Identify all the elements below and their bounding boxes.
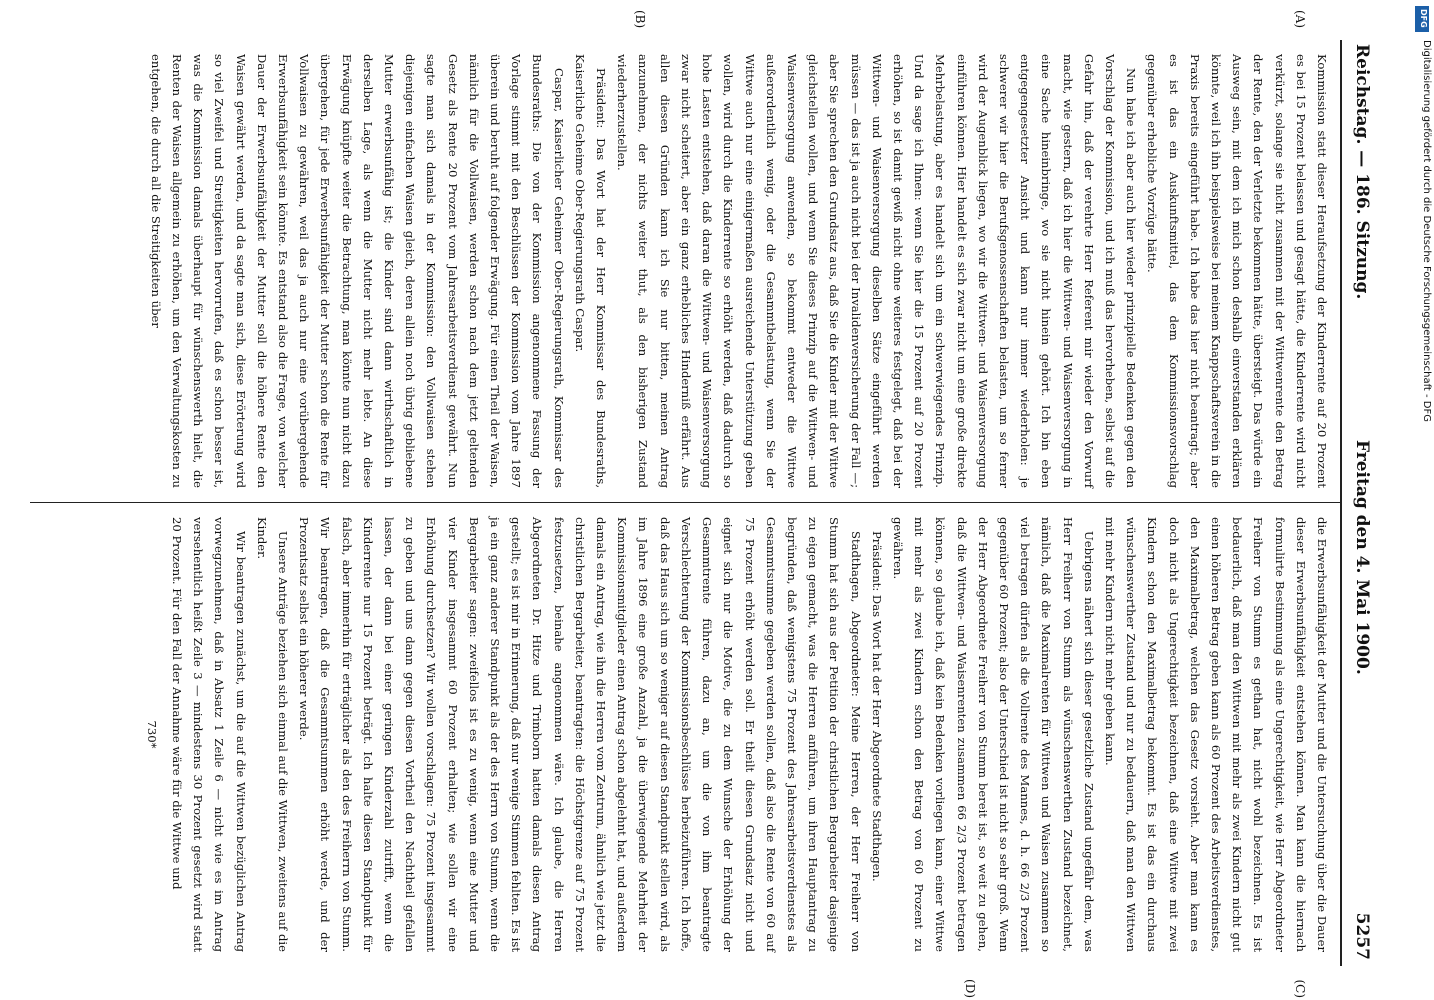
header-date: Freitag den 4. Mai 1900. [1352,440,1372,675]
paragraph: Präsident: Das Wort hat der Herr Kommissar des Bundesraths, Kaiserliche Geheime Ober-Regierungsrath Caspar. [572,54,609,488]
paragraph: Unsere Anträge beziehen sich einmal auf die Wittwen, zweitens auf die Kinder. [254,517,291,952]
header-left: Reichstag. — 186. Sitzung. [1352,44,1372,300]
page-number: 5257 [1352,912,1372,960]
paragraph: Nun habe ich aber auch hier wieder prinzipielle Bedenken gegen den Vorschlag der Kommission, und ich muß das hervorheben, selbst auf die Gefahr hin, daß der verehrte Herr Referent mir wieder den Vorwurf macht, wie gestern, daß ich hier die Wittwen- und Waisenversorgung in eine Sache hineinbringe, wo sie nicht hinein gehört. Ich bin eben entgegengesetzter Ansicht und kann nur immer wiederholen: je schwerer wir hier die Berufsgenossenschaften belasten, um so ferner wird der Augenblick liegen, wo wir die Wittwen- und Waisenversorgung einführen können. Hier handelt es sich zwar nicht um eine große direkte Mehrbelastung, aber es handelt sich um ein schwerwiegendes Prinzip. Und da sage ich Ihnen: wenn Sie hier die 15 Prozent auf 20 Prozent erhöhen, so ist damit gewiß nicht ohne weiteres festgelegt, daß bei der Wittwen- und Waisenversorgung dieselben Sätze eingeführt werden müssen — das ist ja auch nicht bei der Invalidenversicherung der Fall —; aber Sie sprechen den Grundsatz aus, daß Sie die Kinder mit der Wittwe gleichstellen wollen, und wenn Sie dieses Prinzip auf die Wittwen- und Waisenversorgung anwenden, so bekommt entweder die Wittwe außerordentlich wenig, oder die Gesammtbelastung, wenn Sie der Wittwe auch nur eine einigermaßen ausreichende Unterstützung geben wollen, wird durch die Kinderrente so erhöht werden, daß dadurch so hohe Lasten entstehen, daß daran die Wittwen- und Waisenversorgung zwar nicht scheitert, aber ein ganz erhebliches Hinderniß erfährt. Aus allen diesen Gründen kann ich Sie nur bitten, meinen Antrag anzunehmen, der nichts weiter thut, als den bisherigen Zustand wiederherzustellen. [615,54,1139,488]
right-column [30,503,1340,998]
dfg-logo: DFG [1415,6,1429,32]
margin-mark-b: (B) [633,10,647,29]
paragraph: Uebrigens nähert sich dieser gesetzliche Zustand ungefähr dem, was Herr Freiherr von Stumm als wünschenswerthen Zustand bezeichnet, nämlich, daß die Maximalrenten für Wittwen und Waisen zusammen so viel betragen dürfen als die Vollrente des Mannes, d. h. 66 2/3 Prozent gegenüber 60 Prozent; also der Unterschied ist nicht so sehr groß. Wenn der Herr Abgeordnete Freiherr von Stumm bereit ist, so weit zu gehen, daß die Wittwen- und Waisenrenten zusammen 66 2/3 Prozent betragen können, so glaube ich, daß kein Bedenken vorliegen kann, einer Wittwe mit mehr als zwei Kindern schon den Betrag von 60 Prozent zu gewähren. [890,517,1096,952]
text-columns [30,10,1340,998]
paragraph: Wir beantragen zunächst, um die auf die Wittwen bezüglichen Antrag vorwegzunehmen, daß in Absatz 1 Zeile 6 — nicht wie es im Antrag versehentlich heißt Zeile 3 — mindestens 30 Prozent gesetzt wird statt 20 Prozent. Für den Fall der Annahme wäre für die Wittwe und [170,517,248,952]
dfg-credit-strip [1412,0,1434,1000]
paragraph: Kommission statt dieser Heraufsetzung der Kinderrente auf 20 Prozent es bei 15 Prozent belassen und gesagt hätte, die Kinderrente wird nicht verkürzt, solange sie nicht zusammen mit der Wittwenrente den Betrag der Rente, den der Verletzte bekommen hätte, übersteigt. Das würde ein Ausweg sein, mit dem ich mich schon deshalb einverstanden erklären könnte, weil ich ihn beispielsweise bei meinem Knappschaftsverein in die Praxis bereits eingeführt habe. Ich habe das hier nicht beantragt; aber es ist das ein Auskunftsmittel, das dem Kommissionsvorschlag gegenüber erhebliche Vorzüge hätte. [1145,54,1329,488]
dfg-credit-text: Digitalisierung gefördert durch die Deutsche Forschungsgemeinschaft - DFG [1421,40,1432,423]
paragraph: die Erwerbsunfähigkeit der Mutter und die Untersuchung über die Dauer dieser Erwerbsunfähigkeit entstehen können. Man kann die hiernach formulirte Bestimmung als eine Ungerechtigkeit, wie Herr Abgeordneter Freiherr von Stumm es gethan hat, nicht wohl bezeichnen. Es ist bedauerlich, daß man den Wittwen mit mehr als zwei Kindern nicht gut einen höheren Betrag geben kann als 60 Prozent des Arbeitsverdienstes, den Maximalbetrag, welchen das Gesetz vorsieht. Aber man kann es doch nicht als Ungerechtigkeit bezeichnen, daß eine Wittwe mit zwei Kindern schon den Maximalbetrag bekommt. Es ist das ein durchaus wünschenswerther Zustand und nur zu bedauern, daß man den Wittwen mit mehr Kindern nicht mehr geben kann. [1102,517,1329,952]
left-column [30,10,1340,503]
page-header [1340,40,1384,966]
paragraph: Stadthagen, Abgeordneter: Meine Herren, der Herr Freiherr von Stumm hat sich aus der Petition der christlichen Bergarbeiter dasjenige zu eigen gemacht, was die Herren anführen, um ihren Hauptantrag zu begründen, daß wenigstens 75 Prozent des Jahresarbeitsverdienstes als Gesammtsumme gegeben werden sollen, daß also die Rente von 60 auf 75 Prozent erhöht werden soll. Er theilt diesen Grundsatz nicht und eignet sich nur die Motive, die zu dem Wunsche der Erhöhung der Gesammtrente führen, dazu an, um die von ihm beantragte Verschlechterung der Kommissionsbeschlüsse herbeizuführen. Ich hoffe, daß das Haus sich um so weniger auf diesen Standpunkt stellen wird, als im Jahre 1896 eine große Anzahl, ja die überwiegende Mehrheit der Kommissionsmitglieder einen Antrag schon abgelehnt hat, und außerdem damals ein Antrag, wie ihn die Herren vom Zentrum, ähnlich wie jetzt die christlichen Bergarbeiter, beantragten: die Höchstgrenze auf 75 Prozent festzusetzen, beinahe angenommen wäre. Ich glaube, die Herren Abgeordneten Dr. Hitze und Trimborn hatten damals diesen Antrag gestellt; es ist mir in Erinnerung, daß nur wenige Stimmen fehlten. Es ist ja ein ganz anderer Standpunkt als der des Herrn von Stumm, wenn die Bergarbeiter sagen: zweifellos ist es zu wenig, wenn eine Mutter und vier Kinder insgesammt 60 Prozent erhalten; wie sollen wir eine Erhöhung durchsetzen? Wir wollen vorschlagen: 75 Prozent insgesammt zu geben und uns dann gegen diesen Vortheil den Nachtheil gefallen lassen, der dann bei einer geringen Kinderzahl zutrifft, wenn die Kinderrente nur 15 Prozent beträgt. Ich halte diesen Standpunkt für falsch, aber immerhin für erträglicher als den des Freiherrn von Stumm. Wir beantragen, daß die Gesammtsummen erhöht werde, und der Prozentsatz selbst ein höherer werde. [297,517,863,952]
margin-mark-d: (D) [963,979,977,998]
paragraph: Präsident: Das Wort hat der Herr Abgeordnete Stadthagen. [869,531,884,882]
margin-mark-a: (A) [1293,10,1307,29]
margin-mark-c: (C) [1293,979,1307,998]
page-footer: 730* [144,720,159,749]
paragraph: Caspar, Kaiserlicher Geheimer Ober-Regierungsrath, Kommissar des Bundesraths: Die von der Kommission angenommene Fassung der Vorlage stimmt mit den Beschlüssen der Kommission vom Jahre 1897 überein und beruht auf folgender Erwägung. Für einen Theil der Waisen, nämlich für die Vollwaisen, werden schon nach dem jetzt geltenden Gesetz als Rente 20 Prozent vom Jahresarbeitsverdienst gewährt. Nun sagte man sich damals in der Kommission: den Vollwaisen stehen diejenigen einfachen Waisen gleich, deren allein noch übrig gebliebene Mutter erwerbsunfähig ist; die Kinder sind dann wirthschaftlich in derselben Lage, als wenn die Mutter nicht mehr lebte. An diese Erwägung knüpfte weiter die Betrachtung, man könnte nun nicht dazu übergehen, für jede Erwerbsunfähigkeit der Mutter schon die Rente für Vollwaisen zu gewähren, weil das ja auch nur eine vorübergehende Erwerbsunfähigkeit sein könnte. Es entstand also die Frage, von welcher Dauer der Erwerbsunfähigkeit der Mutter soll die höhere Rente den Waisen gewährt werden, und da sagte man sich, diese Erörterung wird so viel Zweifel und Streitigkeiten hervorrufen, daß es schon besser ist, was die Kommission damals überhaupt für wünschenswerth hielt, die Renten der Waisen allgemein zu erhöhen, um den Verwaltungskosten zu entgehen, die durch all die Streitigkeiten über [148,54,566,488]
